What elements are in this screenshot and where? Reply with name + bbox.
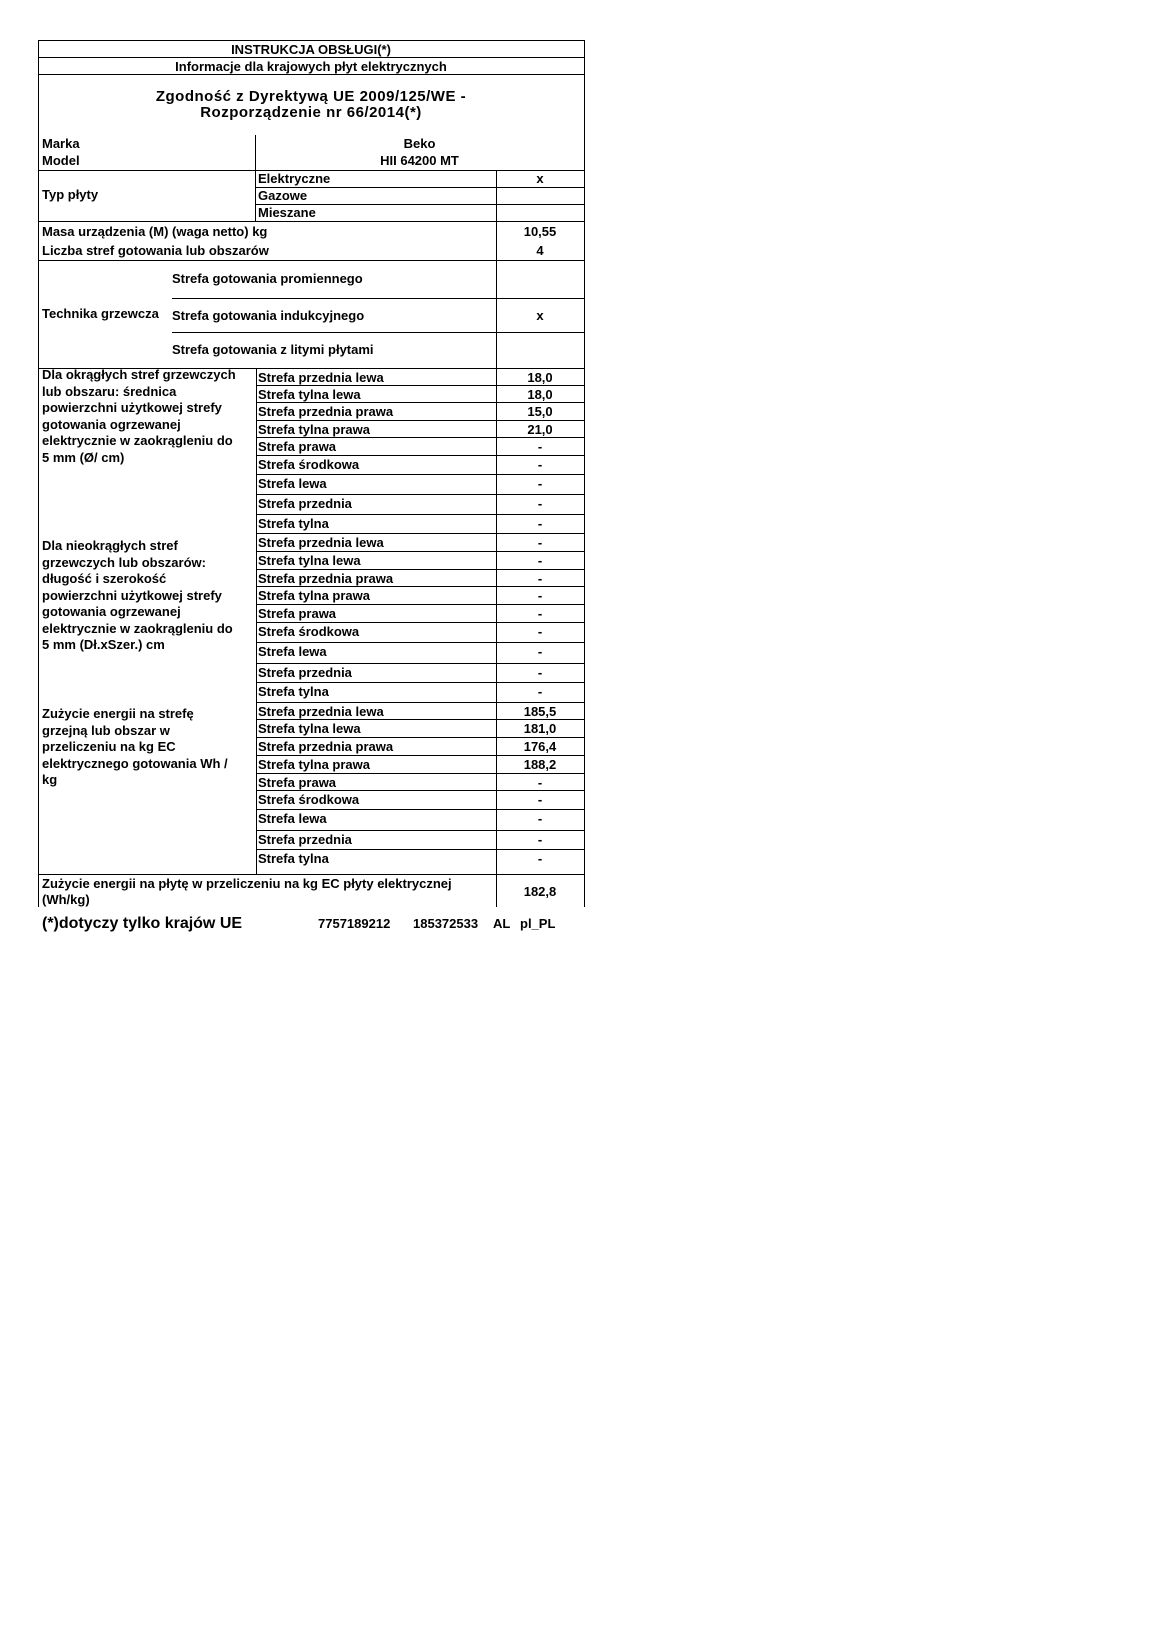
round-zones-zone-1: Strefa tylna lewa <box>258 387 361 402</box>
energy-zones-zone-3: Strefa tylna prawa <box>258 757 370 772</box>
round-zones-value-7: - <box>537 496 543 511</box>
energy-zones-value-4: - <box>537 775 543 790</box>
mass-value: 10,55 <box>523 224 557 239</box>
grid-line <box>256 604 585 605</box>
grid-line <box>172 332 585 333</box>
energy-zones-label-line-0: Zużycie energii na strefę <box>42 706 194 721</box>
grid-line <box>38 57 585 58</box>
nonround-zones-value-0: - <box>537 535 543 550</box>
energy-zones-label-line-2: przeliczeniu na kg EC <box>42 739 176 754</box>
document-title: INSTRUKCJA OBSŁUGI(*) <box>231 42 391 57</box>
nonround-zones-zone-4: Strefa prawa <box>258 606 337 621</box>
energy-total-label-line2: (Wh/kg) <box>42 892 90 907</box>
grid-line <box>38 874 585 875</box>
grid-line <box>256 719 585 720</box>
hob-type-row-gazowe-label: Gazowe <box>258 188 308 203</box>
round-zones-label-line-5: 5 mm (Ø/ cm) <box>42 449 125 465</box>
round-zones-value-6: - <box>537 476 543 491</box>
grid-line <box>256 368 257 874</box>
grid-line <box>256 551 585 552</box>
footer-eu-note: (*)dotyczy tylko krajów UE <box>42 915 243 932</box>
grid-line <box>256 663 585 664</box>
grid-line <box>256 773 585 774</box>
round-zones-zone-0: Strefa przednia lewa <box>258 370 384 385</box>
zones-count-value: 4 <box>536 243 544 258</box>
round-zones-zone-5: Strefa środkowa <box>258 457 360 472</box>
heating-technology-option-1: Strefa gotowania indukcyjnego <box>172 308 365 323</box>
model-value: HII 64200 MT <box>380 153 459 168</box>
round-zones-value-1: 18,0 <box>527 387 553 402</box>
nonround-zones-zone-7: Strefa przednia <box>258 665 352 680</box>
footer-code-2: 185372533 <box>413 916 479 931</box>
round-zones-label-line-3: gotowania ogrzewanej <box>42 416 181 432</box>
hob-type-label: Typ płyty <box>42 187 99 202</box>
round-zones-zone-3: Strefa tylna prawa <box>258 422 370 437</box>
energy-zones-zone-0: Strefa przednia lewa <box>258 704 384 719</box>
nonround-zones-label-line-6: 5 mm (Dł.xSzer.) cm <box>42 637 165 652</box>
grid-line <box>38 221 585 222</box>
round-zones-value-3: 21,0 <box>527 422 553 437</box>
hob-type-row-mieszane-label: Mieszane <box>258 205 316 220</box>
grid-line <box>256 569 585 570</box>
model-label: Model <box>42 153 80 168</box>
energy-zones-zone-1: Strefa tylna lewa <box>258 721 361 736</box>
nonround-zones-label-line-4: gotowania ogrzewanej <box>42 604 181 619</box>
nonround-zones-zone-0: Strefa przednia lewa <box>258 535 384 550</box>
grid-line <box>256 437 585 438</box>
grid-line <box>256 586 585 587</box>
energy-total-label-line1: Zużycie energii na płytę w przeliczeniu na kg EC płyty elektrycznej <box>42 876 452 891</box>
round-zones-zone-6: Strefa lewa <box>258 476 327 491</box>
round-zones-value-2: 15,0 <box>527 404 553 419</box>
grid-line <box>256 514 585 515</box>
grid-line <box>38 74 585 75</box>
energy-zones-value-0: 185,5 <box>523 704 557 719</box>
hob-type-row-elektryczne-label: Elektryczne <box>258 171 331 186</box>
energy-zones-value-8: - <box>537 851 543 866</box>
nonround-zones-value-5: - <box>537 624 543 639</box>
grid-line <box>256 849 585 850</box>
round-zones-label-line-0: Dla okrągłych stref grzewczych <box>42 367 236 382</box>
grid-line <box>256 790 585 791</box>
round-zones-value-5: - <box>537 457 543 472</box>
round-zones-label-line-1: lub obszaru: średnica <box>42 383 177 399</box>
nonround-zones-zone-3: Strefa tylna prawa <box>258 588 370 603</box>
round-zones-value-4: - <box>537 439 543 454</box>
heating-technology-option-0: Strefa gotowania promiennego <box>172 271 363 286</box>
round-zones-label-line-2: powierzchni użytkowej strefy <box>42 400 222 415</box>
round-zones-zone-2: Strefa przednia prawa <box>258 404 394 419</box>
energy-total-value: 182,8 <box>523 884 557 899</box>
document-subtitle: Informacje dla krajowych płyt elektrycznych <box>175 59 447 74</box>
grid-line <box>256 494 585 495</box>
heating-technology-label: Technika grzewcza <box>42 306 159 321</box>
grid-line <box>256 737 585 738</box>
nonround-zones-label-line-1: grzewczych lub obszarów: <box>42 554 206 570</box>
round-zones-zone-8: Strefa tylna <box>258 516 329 531</box>
heating-technology-mark-1: x <box>536 308 544 323</box>
mass-label: Masa urządzenia (M) (waga netto) kg <box>42 224 268 239</box>
grid-line <box>256 402 585 403</box>
round-zones-zone-7: Strefa przednia <box>258 496 352 511</box>
footer-code-3: AL <box>493 916 511 931</box>
nonround-zones-value-6: - <box>537 644 543 659</box>
grid-line <box>256 702 585 703</box>
nonround-zones-value-8: - <box>537 684 543 699</box>
nonround-zones-zone-5: Strefa środkowa <box>258 624 360 639</box>
nonround-zones-value-4: - <box>537 606 543 621</box>
brand-label: Marka <box>42 136 80 151</box>
nonround-zones-zone-6: Strefa lewa <box>258 644 327 659</box>
energy-zones-value-2: 176,4 <box>523 739 557 754</box>
grid-line <box>256 455 585 456</box>
footer-code-1: 7757189212 <box>318 916 391 931</box>
energy-zones-label-line-3: elektrycznego gotowania Wh / <box>42 755 228 771</box>
energy-zones-value-3: 188,2 <box>523 757 557 772</box>
grid-line <box>38 260 585 261</box>
round-zones-label-line-4: elektrycznie w zaokrągleniu do <box>42 433 233 448</box>
grid-line <box>256 474 585 475</box>
conformity-heading-line1: Zgodność z Dyrektywą UE 2009/125/WE - <box>155 88 467 105</box>
energy-zones-label-line-1: grzejną lub obszar w <box>42 722 170 738</box>
grid-line <box>256 642 585 643</box>
energy-zones-value-7: - <box>537 832 543 847</box>
round-zones-value-0: 18,0 <box>527 370 553 385</box>
nonround-zones-label-line-3: powierzchni użytkowej strefy <box>42 587 222 603</box>
hob-type-row-elektryczne-mark: x <box>536 171 544 186</box>
nonround-zones-label-line-2: długość i szerokość <box>42 571 167 586</box>
grid-line <box>256 533 585 534</box>
nonround-zones-zone-2: Strefa przednia prawa <box>258 571 394 586</box>
energy-zones-value-1: 181,0 <box>523 721 557 736</box>
table-top-border <box>38 40 585 41</box>
zones-count-label: Liczba stref gotowania lub obszarów <box>42 243 269 258</box>
grid-line <box>256 385 585 386</box>
energy-zones-zone-5: Strefa środkowa <box>258 792 360 807</box>
round-zones-value-8: - <box>537 516 543 531</box>
conformity-heading-line2: Rozporządzenie nr 66/2014(*) <box>200 104 422 121</box>
round-zones-zone-4: Strefa prawa <box>258 439 337 454</box>
energy-zones-zone-6: Strefa lewa <box>258 811 327 826</box>
grid-line <box>172 298 585 299</box>
brand-value: Beko <box>403 136 436 151</box>
nonround-zones-label-line-0: Dla nieokrągłych stref <box>42 538 178 553</box>
heating-technology-option-2: Strefa gotowania z litymi płytami <box>172 342 374 357</box>
nonround-zones-label-line-5: elektrycznie w zaokrągleniu do <box>42 620 233 636</box>
grid-line <box>256 420 585 421</box>
grid-line <box>256 809 585 810</box>
nonround-zones-zone-1: Strefa tylna lewa <box>258 553 361 568</box>
energy-zones-zone-7: Strefa przednia <box>258 832 352 847</box>
energy-zones-value-6: - <box>537 811 543 826</box>
energy-zones-zone-8: Strefa tylna <box>258 851 329 866</box>
nonround-zones-value-1: - <box>537 553 543 568</box>
energy-zones-zone-4: Strefa prawa <box>258 775 337 790</box>
grid-line <box>256 622 585 623</box>
grid-line <box>256 755 585 756</box>
energy-zones-label-line-4: kg <box>42 772 58 787</box>
grid-line <box>256 830 585 831</box>
energy-zones-value-5: - <box>537 792 543 807</box>
footer-code-4: pl_PL <box>520 916 556 931</box>
energy-zones-zone-2: Strefa przednia prawa <box>258 739 394 754</box>
nonround-zones-value-3: - <box>537 588 543 603</box>
nonround-zones-value-7: - <box>537 665 543 680</box>
grid-line <box>256 682 585 683</box>
nonround-zones-value-2: - <box>537 571 543 586</box>
nonround-zones-zone-8: Strefa tylna <box>258 684 329 699</box>
